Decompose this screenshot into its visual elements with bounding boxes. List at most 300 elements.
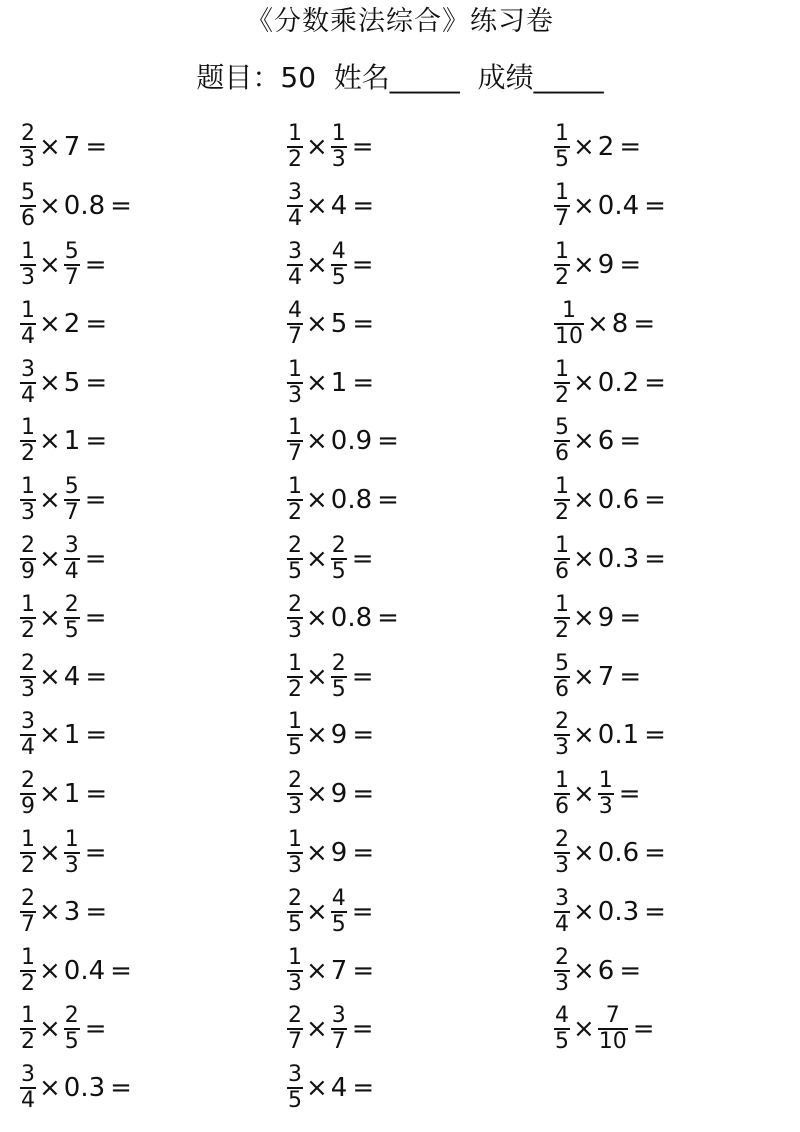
equals-sign: = bbox=[110, 955, 132, 986]
fraction bbox=[287, 1004, 303, 1054]
numerator: 3 bbox=[288, 238, 302, 264]
equals-sign: = bbox=[352, 367, 375, 398]
numerator: 3 bbox=[288, 180, 302, 206]
denominator: 2 bbox=[555, 500, 569, 526]
equals-sign: = bbox=[618, 779, 641, 810]
times-sign: × bbox=[573, 955, 595, 986]
fraction bbox=[331, 652, 347, 702]
times-sign: × bbox=[306, 426, 328, 457]
equals-sign: = bbox=[619, 249, 642, 280]
numerator: 1 bbox=[555, 121, 569, 147]
times-sign: × bbox=[573, 485, 595, 516]
numerator: 1 bbox=[288, 356, 302, 382]
fraction bbox=[287, 181, 303, 231]
equals-sign: = bbox=[644, 543, 666, 574]
numerator: 4 bbox=[331, 238, 346, 264]
equals-sign: = bbox=[377, 602, 399, 633]
times-sign: × bbox=[39, 308, 61, 339]
numerator: 2 bbox=[21, 532, 35, 558]
equals-sign: = bbox=[619, 602, 642, 633]
times-sign: × bbox=[39, 779, 61, 810]
equals-sign: = bbox=[85, 720, 108, 751]
denominator: 2 bbox=[21, 852, 35, 878]
times-sign: × bbox=[306, 602, 328, 633]
numerator: 1 bbox=[555, 591, 569, 617]
number: 0.8 bbox=[63, 191, 106, 222]
problem bbox=[287, 118, 547, 177]
times-sign: × bbox=[306, 1073, 328, 1104]
denominator: 5 bbox=[555, 147, 569, 173]
problem bbox=[20, 412, 280, 471]
numerator: 1 bbox=[555, 768, 569, 794]
numerator: 2 bbox=[288, 591, 302, 617]
numerator: 1 bbox=[331, 121, 346, 147]
problem bbox=[554, 294, 800, 353]
fraction bbox=[554, 122, 570, 172]
times-sign: × bbox=[39, 720, 61, 751]
denominator: 7 bbox=[288, 323, 302, 349]
equals-sign: = bbox=[352, 720, 375, 751]
numerator: 1 bbox=[555, 356, 569, 382]
number: 0.6 bbox=[597, 837, 640, 868]
times-sign: × bbox=[573, 837, 595, 868]
times-sign: × bbox=[573, 367, 595, 398]
fraction bbox=[287, 534, 303, 584]
problem bbox=[20, 118, 280, 177]
fraction bbox=[554, 475, 570, 525]
times-sign: × bbox=[306, 367, 328, 398]
equals-sign: = bbox=[84, 249, 107, 280]
fraction bbox=[331, 534, 347, 584]
equals-sign: = bbox=[85, 426, 108, 457]
fraction bbox=[20, 769, 36, 819]
fraction bbox=[554, 240, 570, 290]
problem bbox=[287, 530, 547, 589]
times-sign: × bbox=[39, 661, 61, 692]
numerator: 1 bbox=[288, 944, 302, 970]
fraction bbox=[331, 240, 347, 290]
times-sign: × bbox=[39, 1073, 61, 1104]
numerator: 1 bbox=[21, 591, 35, 617]
numerator: 2 bbox=[21, 768, 35, 794]
times-sign: × bbox=[39, 896, 61, 927]
fraction bbox=[20, 1063, 36, 1113]
fraction bbox=[20, 299, 36, 349]
fraction bbox=[554, 299, 584, 349]
problem bbox=[287, 882, 547, 941]
denominator: 3 bbox=[288, 970, 302, 996]
fraction bbox=[20, 416, 36, 466]
times-sign: × bbox=[306, 308, 328, 339]
fraction bbox=[64, 240, 80, 290]
times-sign: × bbox=[306, 1014, 328, 1045]
numerator: 1 bbox=[21, 474, 35, 500]
numerator: 1 bbox=[555, 532, 569, 558]
number: 9 bbox=[330, 837, 348, 868]
fraction bbox=[64, 1004, 80, 1054]
equals-sign: = bbox=[352, 308, 375, 339]
number: 5 bbox=[330, 308, 348, 339]
number: 0.6 bbox=[597, 485, 640, 516]
fraction bbox=[287, 652, 303, 702]
fraction bbox=[64, 593, 80, 643]
fraction bbox=[64, 475, 80, 525]
denominator: 9 bbox=[21, 558, 35, 584]
times-sign: × bbox=[39, 191, 61, 222]
problem bbox=[287, 412, 547, 471]
denominator: 7 bbox=[64, 500, 79, 526]
times-sign: × bbox=[306, 485, 328, 516]
fraction bbox=[554, 769, 570, 819]
problem bbox=[554, 706, 800, 765]
problem bbox=[20, 1059, 280, 1118]
problem-column-3 bbox=[554, 118, 800, 1059]
fraction bbox=[554, 1004, 570, 1054]
denominator: 6 bbox=[21, 206, 35, 232]
problem bbox=[554, 824, 800, 883]
denominator: 5 bbox=[331, 911, 346, 937]
times-sign: × bbox=[306, 661, 328, 692]
equals-sign: = bbox=[351, 1014, 374, 1045]
fraction bbox=[554, 358, 570, 408]
denominator: 2 bbox=[21, 1029, 35, 1055]
numerator: 2 bbox=[288, 885, 302, 911]
number: 9 bbox=[597, 249, 615, 280]
numerator: 2 bbox=[21, 885, 35, 911]
number: 4 bbox=[330, 1073, 348, 1104]
worksheet-subtitle: 题目：50 姓名_____ 成绩_____ bbox=[196, 61, 604, 94]
fraction bbox=[20, 828, 36, 878]
number: 6 bbox=[597, 426, 615, 457]
denominator: 7 bbox=[288, 441, 302, 467]
problem bbox=[20, 706, 280, 765]
fraction bbox=[20, 710, 36, 760]
denominator: 10 bbox=[555, 323, 583, 349]
equals-sign: = bbox=[85, 661, 108, 692]
denominator: 4 bbox=[288, 206, 302, 232]
equals-sign: = bbox=[110, 1073, 132, 1104]
number: 4 bbox=[63, 661, 81, 692]
denominator: 4 bbox=[288, 264, 302, 290]
numerator: 2 bbox=[331, 650, 346, 676]
equals-sign: = bbox=[85, 367, 108, 398]
problem bbox=[287, 353, 547, 412]
times-sign: × bbox=[573, 1014, 595, 1045]
problem-column-1 bbox=[20, 118, 280, 1118]
fraction bbox=[554, 652, 570, 702]
times-sign: × bbox=[573, 132, 595, 163]
numerator: 1 bbox=[21, 826, 35, 852]
denominator: 5 bbox=[555, 1029, 569, 1055]
number: 1 bbox=[63, 779, 81, 810]
fraction bbox=[554, 534, 570, 584]
numerator: 1 bbox=[21, 415, 35, 441]
number: 0.4 bbox=[597, 191, 640, 222]
problem bbox=[287, 177, 547, 236]
fraction bbox=[554, 887, 570, 937]
equals-sign: = bbox=[632, 1014, 655, 1045]
fraction bbox=[20, 475, 36, 525]
equals-sign: = bbox=[377, 426, 399, 457]
fraction bbox=[20, 240, 36, 290]
fraction bbox=[287, 828, 303, 878]
problem bbox=[287, 647, 547, 706]
denominator: 2 bbox=[288, 147, 302, 173]
fraction bbox=[554, 416, 570, 466]
denominator: 3 bbox=[555, 735, 569, 761]
number: 0.9 bbox=[330, 426, 373, 457]
number: 0.8 bbox=[330, 602, 373, 633]
denominator: 10 bbox=[598, 1029, 627, 1055]
times-sign: × bbox=[39, 132, 61, 163]
problem bbox=[20, 882, 280, 941]
times-sign: × bbox=[573, 720, 595, 751]
fraction bbox=[20, 1004, 36, 1054]
numerator: 2 bbox=[331, 532, 346, 558]
denominator: 4 bbox=[21, 1088, 35, 1114]
equals-sign: = bbox=[633, 308, 656, 339]
problem bbox=[554, 353, 800, 412]
times-sign: × bbox=[39, 955, 61, 986]
equals-sign: = bbox=[84, 1014, 107, 1045]
denominator: 3 bbox=[288, 617, 302, 643]
denominator: 7 bbox=[64, 264, 79, 290]
denominator: 5 bbox=[331, 264, 346, 290]
problem bbox=[20, 471, 280, 530]
denominator: 7 bbox=[21, 911, 35, 937]
fraction bbox=[287, 887, 303, 937]
equals-sign: = bbox=[351, 661, 374, 692]
problem bbox=[554, 118, 800, 177]
numerator: 3 bbox=[21, 356, 35, 382]
fraction bbox=[64, 534, 80, 584]
number: 0.8 bbox=[330, 485, 373, 516]
times-sign: × bbox=[39, 485, 61, 516]
equals-sign: = bbox=[644, 720, 666, 751]
denominator: 2 bbox=[555, 382, 569, 408]
denominator: 5 bbox=[331, 558, 346, 584]
numerator: 1 bbox=[288, 826, 302, 852]
problem bbox=[554, 177, 800, 236]
number: 0.3 bbox=[597, 896, 640, 927]
problem bbox=[287, 1000, 547, 1059]
problem bbox=[287, 471, 547, 530]
times-sign: × bbox=[306, 896, 328, 927]
problem bbox=[20, 1000, 280, 1059]
numerator: 2 bbox=[64, 591, 79, 617]
numerator: 3 bbox=[21, 1062, 35, 1088]
equals-sign: = bbox=[351, 896, 374, 927]
numerator: 1 bbox=[21, 238, 35, 264]
times-sign: × bbox=[573, 661, 595, 692]
problem bbox=[554, 1000, 800, 1059]
number: 7 bbox=[597, 661, 615, 692]
equals-sign: = bbox=[644, 896, 666, 927]
times-sign: × bbox=[573, 602, 595, 633]
numerator: 2 bbox=[64, 1003, 79, 1029]
denominator: 4 bbox=[21, 323, 35, 349]
times-sign: × bbox=[306, 837, 328, 868]
problem bbox=[20, 765, 280, 824]
fraction bbox=[287, 122, 303, 172]
problem-column-2 bbox=[287, 118, 547, 1118]
denominator: 6 bbox=[555, 676, 569, 702]
numerator: 1 bbox=[555, 180, 569, 206]
denominator: 3 bbox=[288, 852, 302, 878]
numerator: 3 bbox=[288, 1062, 302, 1088]
worksheet-title: 《分数乘法综合》练习卷 bbox=[246, 6, 554, 37]
problem bbox=[554, 471, 800, 530]
number: 1 bbox=[63, 426, 81, 457]
equals-sign: = bbox=[84, 543, 107, 574]
equals-sign: = bbox=[644, 837, 666, 868]
denominator: 2 bbox=[21, 970, 35, 996]
problem bbox=[20, 294, 280, 353]
numerator: 7 bbox=[605, 1003, 620, 1029]
fraction bbox=[287, 416, 303, 466]
number: 9 bbox=[330, 720, 348, 751]
times-sign: × bbox=[587, 308, 609, 339]
equals-sign: = bbox=[85, 896, 108, 927]
denominator: 2 bbox=[288, 676, 302, 702]
numerator: 2 bbox=[21, 121, 35, 147]
numerator: 2 bbox=[288, 768, 302, 794]
denominator: 6 bbox=[555, 558, 569, 584]
times-sign: × bbox=[39, 249, 61, 280]
equals-sign: = bbox=[85, 779, 108, 810]
times-sign: × bbox=[573, 426, 595, 457]
problem bbox=[554, 941, 800, 1000]
problem bbox=[554, 882, 800, 941]
problem bbox=[554, 588, 800, 647]
denominator: 7 bbox=[555, 206, 569, 232]
fraction bbox=[287, 240, 303, 290]
equals-sign: = bbox=[619, 426, 642, 457]
number: 7 bbox=[63, 132, 81, 163]
equals-sign: = bbox=[619, 955, 642, 986]
numerator: 5 bbox=[555, 650, 569, 676]
number: 0.2 bbox=[597, 367, 640, 398]
denominator: 5 bbox=[331, 676, 346, 702]
denominator: 2 bbox=[555, 264, 569, 290]
times-sign: × bbox=[39, 426, 61, 457]
problem bbox=[287, 824, 547, 883]
equals-sign: = bbox=[619, 132, 642, 163]
denominator: 3 bbox=[555, 970, 569, 996]
fraction bbox=[20, 358, 36, 408]
number: 4 bbox=[330, 191, 348, 222]
problem bbox=[287, 236, 547, 295]
denominator: 3 bbox=[555, 852, 569, 878]
problem bbox=[287, 765, 547, 824]
times-sign: × bbox=[39, 1014, 61, 1045]
denominator: 3 bbox=[64, 852, 79, 878]
equals-sign: = bbox=[352, 1073, 375, 1104]
denominator: 7 bbox=[288, 1029, 302, 1055]
fraction bbox=[20, 122, 36, 172]
numerator: 4 bbox=[331, 885, 346, 911]
denominator: 9 bbox=[21, 794, 35, 820]
denominator: 2 bbox=[21, 617, 35, 643]
times-sign: × bbox=[573, 249, 595, 280]
times-sign: × bbox=[39, 837, 61, 868]
denominator: 4 bbox=[21, 382, 35, 408]
denominator: 3 bbox=[288, 794, 302, 820]
problem bbox=[554, 530, 800, 589]
fraction bbox=[20, 652, 36, 702]
denominator: 3 bbox=[21, 147, 35, 173]
times-sign: × bbox=[39, 602, 61, 633]
fraction bbox=[20, 181, 36, 231]
denominator: 3 bbox=[21, 676, 35, 702]
times-sign: × bbox=[39, 367, 61, 398]
times-sign: × bbox=[39, 543, 61, 574]
denominator: 2 bbox=[288, 500, 302, 526]
denominator: 5 bbox=[288, 1088, 302, 1114]
numerator: 1 bbox=[288, 474, 302, 500]
number: 7 bbox=[330, 955, 348, 986]
problem bbox=[554, 765, 800, 824]
numerator: 3 bbox=[331, 1003, 346, 1029]
equals-sign: = bbox=[85, 132, 108, 163]
problem bbox=[20, 236, 280, 295]
problem bbox=[287, 1059, 547, 1118]
equals-sign: = bbox=[351, 249, 374, 280]
numerator: 4 bbox=[288, 297, 302, 323]
numerator: 2 bbox=[555, 826, 569, 852]
fraction bbox=[598, 1004, 628, 1054]
fraction bbox=[287, 1063, 303, 1113]
problem bbox=[287, 941, 547, 1000]
numerator: 3 bbox=[555, 885, 569, 911]
number: 2 bbox=[597, 132, 615, 163]
problem bbox=[20, 588, 280, 647]
problem bbox=[20, 647, 280, 706]
numerator: 1 bbox=[555, 238, 569, 264]
fraction bbox=[287, 710, 303, 760]
equals-sign: = bbox=[644, 367, 666, 398]
fraction bbox=[554, 946, 570, 996]
problem bbox=[20, 824, 280, 883]
denominator: 7 bbox=[331, 1029, 346, 1055]
fraction bbox=[554, 181, 570, 231]
problem bbox=[287, 294, 547, 353]
number: 9 bbox=[597, 602, 615, 633]
denominator: 5 bbox=[64, 617, 79, 643]
numerator: 1 bbox=[21, 944, 35, 970]
equals-sign: = bbox=[352, 837, 375, 868]
fraction bbox=[554, 593, 570, 643]
number: 5 bbox=[63, 367, 81, 398]
denominator: 3 bbox=[598, 794, 613, 820]
numerator: 1 bbox=[21, 1003, 35, 1029]
problem bbox=[554, 236, 800, 295]
problem bbox=[287, 588, 547, 647]
numerator: 2 bbox=[288, 532, 302, 558]
denominator: 6 bbox=[555, 794, 569, 820]
times-sign: × bbox=[306, 955, 328, 986]
denominator: 4 bbox=[64, 558, 79, 584]
number: 0.1 bbox=[597, 720, 640, 751]
fraction bbox=[331, 122, 347, 172]
numerator: 5 bbox=[21, 180, 35, 206]
fraction bbox=[287, 769, 303, 819]
numerator: 2 bbox=[288, 1003, 302, 1029]
equals-sign: = bbox=[84, 837, 107, 868]
number: 3 bbox=[63, 896, 81, 927]
fraction bbox=[287, 299, 303, 349]
numerator: 3 bbox=[64, 532, 79, 558]
